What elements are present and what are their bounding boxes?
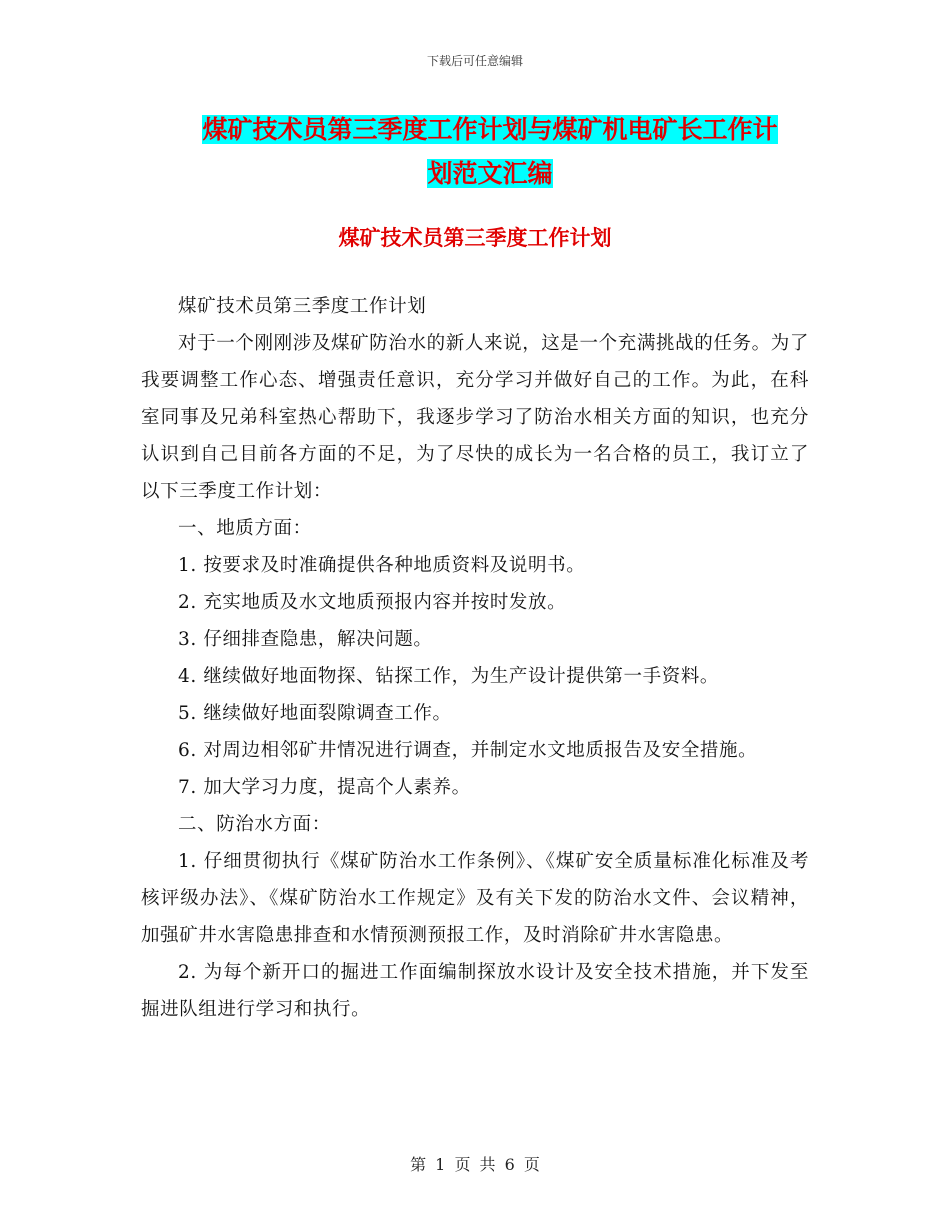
paragraph: 一、地质方面：	[178, 518, 312, 539]
paragraph: 6. 对周边相邻矿井情况进行调查，并制定水文地质报告及安全措施。	[178, 740, 758, 761]
paragraph: 2. 充实地质及水文地质预报内容并按时发放。	[178, 592, 567, 613]
paragraph: 1. 仔细贯彻执行《煤矿防治水工作条例》、《煤矿安全质量标准化标准及考核评级办法》、《煤矿防治水工作规定》及有关下发的防治水文件、会议精神，加强矿井水害隐患排查和水情预测预报工作，及时消除矿井水害隐患。	[141, 851, 809, 946]
paragraph: 5. 继续做好地面裂隙调查工作。	[178, 703, 452, 724]
paragraph: 2. 为每个新开口的掘进工作面编制探放水设计及安全技术措施，并下发至掘进队组进行学习和执行。	[141, 962, 809, 1020]
paragraph: 二、防治水方面：	[178, 814, 331, 835]
paragraph: 煤矿技术员第三季度工作计划	[178, 296, 427, 317]
section-title: 煤矿技术员第三季度工作计划	[338, 226, 612, 250]
document-title-line1: 煤矿技术员第三季度工作计划与煤矿机电矿长工作计	[202, 115, 778, 144]
document-title	[170, 108, 810, 196]
paragraph: 3. 仔细排查隐患，解决问题。	[178, 629, 433, 650]
paragraph: 4. 继续做好地面物探、钻探工作，为生产设计提供第一手资料。	[178, 666, 720, 687]
paragraph: 1. 按要求及时准确提供各种地质资料及说明书。	[178, 555, 586, 576]
paragraph: 7. 加大学习力度，提高个人素养。	[178, 777, 471, 798]
header-note: 下载后可任意编辑	[426, 54, 523, 68]
paragraph: 对于一个刚刚涉及煤矿防治水的新人来说，这是一个充满挑战的任务。为了我要调整工作心态、增强责任意识，充分学习并做好自己的工作。为此，在科室同事及兄弟科室热心帮助下，我逐步学习了防治水相关方面的知识，也充分认识到自己目前各方面的不足，为了尽快的成长为一名合格的员工，我订立了以下三季度工作计划：	[141, 333, 809, 502]
document-title-line2: 划范文汇编	[427, 159, 553, 188]
document-body	[141, 288, 809, 1028]
page-number: 第 1 页 共 6 页	[410, 1155, 540, 1174]
